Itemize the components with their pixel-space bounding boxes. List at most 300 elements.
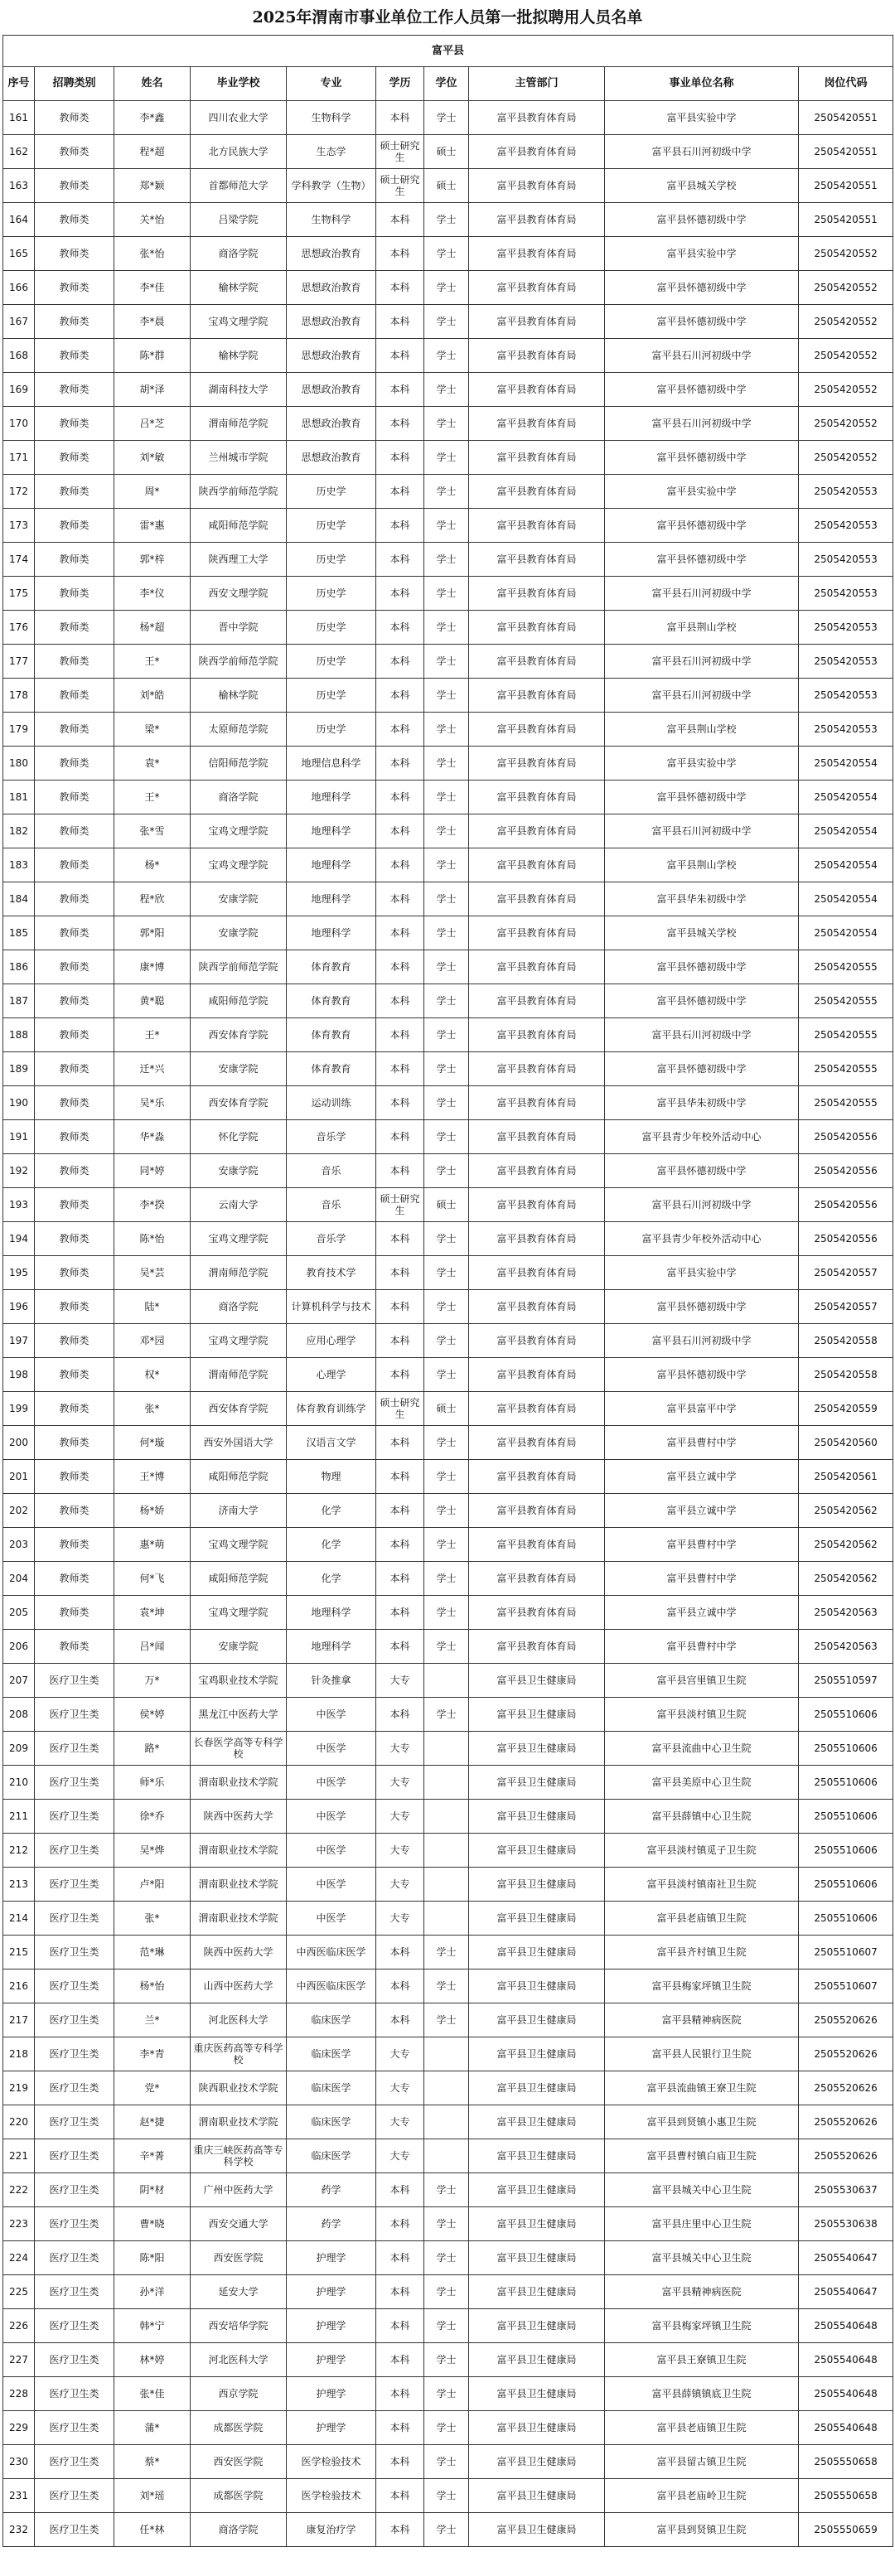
cell-department: 富平县教育体育局 [469,1528,605,1562]
cell-seq: 193 [3,1188,35,1222]
cell-seq: 214 [3,1902,35,1936]
cell-seq: 171 [3,441,35,475]
cell-education: 本科 [376,1358,424,1392]
cell-institution: 富平县曹村中学 [605,1528,799,1562]
cell-institution: 富平县实验中学 [605,1256,799,1290]
cell-position-code: 2505540647 [799,2275,893,2309]
table-row [3,679,893,713]
cell-education: 本科 [376,1630,424,1664]
table-row [3,984,893,1018]
cell-seq: 230 [3,2445,35,2479]
table-row [3,1324,893,1358]
cell-major: 地理科学 [287,848,376,882]
cell-institution: 富平县曹村中学 [605,1562,799,1596]
table-row [3,2275,893,2309]
cell-school: 云南大学 [191,1188,287,1222]
cell-school: 安康学院 [191,1154,287,1188]
cell-institution: 富平县流曲中心卫生院 [605,1732,799,1766]
cell-degree: 学士 [424,1528,469,1562]
cell-school: 陕西中医药大学 [191,1936,287,1969]
cell-name: 路* [114,1732,191,1766]
cell-education: 硕士研究生 [376,169,424,203]
cell-institution: 富平县华朱初级中学 [605,882,799,916]
cell-category: 医疗卫生类 [35,2037,114,2071]
cell-degree: 学士 [424,509,469,543]
cell-institution: 富平县怀德初级中学 [605,373,799,407]
cell-name: 师*乐 [114,1766,191,1800]
cell-name: 吕*闻 [114,1630,191,1664]
cell-name: 陈*怡 [114,1222,191,1256]
cell-education: 本科 [376,611,424,645]
cell-institution: 富平县淡村镇觅子卫生院 [605,1834,799,1868]
cell-name: 李*青 [114,2037,191,2071]
cell-name: 袁*坤 [114,1596,191,1630]
cell-department: 富平县教育体育局 [469,577,605,611]
cell-seq: 225 [3,2275,35,2309]
cell-category: 医疗卫生类 [35,1868,114,1902]
cell-major: 中医学 [287,1766,376,1800]
cell-major: 临床医学 [287,2003,376,2037]
cell-institution: 富平县荆山学校 [605,713,799,747]
table-row [3,1222,893,1256]
cell-education: 本科 [376,203,424,237]
cell-institution: 富平县怀德初级中学 [605,984,799,1018]
cell-major: 体育教育 [287,950,376,984]
cell-degree: 学士 [424,1698,469,1732]
cell-category: 教师类 [35,1392,114,1426]
county-header-row [3,36,893,67]
cell-school: 咸阳师范学院 [191,1460,287,1494]
cell-name: 关*怡 [114,203,191,237]
cell-institution: 富平县石川河初级中学 [605,679,799,713]
cell-education: 本科 [376,1596,424,1630]
cell-school: 宝鸡文理学院 [191,814,287,848]
cell-department: 富平县教育体育局 [469,1392,605,1426]
cell-education: 本科 [376,271,424,305]
cell-degree: 学士 [424,373,469,407]
cell-name: 任*林 [114,2513,191,2547]
cell-department: 富平县卫生健康局 [469,1936,605,1969]
cell-education: 大专 [376,1902,424,1936]
cell-degree: 学士 [424,848,469,882]
cell-school: 延安大学 [191,2275,287,2309]
cell-department: 富平县卫生健康局 [469,2241,605,2275]
cell-major: 历史学 [287,713,376,747]
table-row [3,882,893,916]
cell-school: 太原师范学院 [191,713,287,747]
table-row [3,2479,893,2513]
cell-school: 陕西职业技术学院 [191,2071,287,2105]
cell-education: 大专 [376,2071,424,2105]
cell-institution: 富平县到贤镇卫生院 [605,2513,799,2547]
cell-category: 教师类 [35,509,114,543]
cell-name: 赵*捷 [114,2105,191,2139]
cell-department: 富平县卫生健康局 [469,2343,605,2377]
cell-degree: 学士 [424,1969,469,2003]
cell-institution: 富平县怀德初级中学 [605,543,799,577]
cell-school: 西安体育学院 [191,1392,287,1426]
cell-education: 本科 [376,373,424,407]
cell-institution: 富平县石川河初级中学 [605,135,799,169]
cell-seq: 173 [3,509,35,543]
cell-category: 医疗卫生类 [35,2377,114,2411]
cell-education: 本科 [376,1562,424,1596]
cell-department: 富平县卫生健康局 [469,2309,605,2343]
cell-education: 大专 [376,1766,424,1800]
cell-institution: 富平县老庙镇卫生院 [605,1902,799,1936]
county-name: 富平县 [3,36,893,67]
cell-position-code: 2505550659 [799,2513,893,2547]
cell-department: 富平县教育体育局 [469,781,605,814]
cell-position-code: 2505420553 [799,713,893,747]
cell-seq: 206 [3,1630,35,1664]
cell-position-code: 2505420555 [799,1086,893,1120]
cell-position-code: 2505420551 [799,203,893,237]
column-header-row [3,67,893,101]
cell-seq: 232 [3,2513,35,2547]
cell-institution: 富平县曹村镇白庙卫生院 [605,2139,799,2173]
cell-category: 医疗卫生类 [35,2003,114,2037]
cell-school: 安康学院 [191,916,287,950]
cell-category: 教师类 [35,814,114,848]
cell-category: 教师类 [35,1528,114,1562]
cell-category: 教师类 [35,237,114,271]
cell-school: 商洛学院 [191,2513,287,2547]
table-row [3,305,893,339]
cell-education: 本科 [376,2377,424,2411]
cell-position-code: 2505420562 [799,1562,893,1596]
cell-degree: 学士 [424,1562,469,1596]
cell-department: 富平县教育体育局 [469,1120,605,1154]
cell-position-code: 2505420555 [799,1052,893,1086]
cell-degree: 学士 [424,679,469,713]
cell-school: 兰州城市学院 [191,441,287,475]
cell-institution: 富平县宫里镇卫生院 [605,1664,799,1698]
table-row [3,950,893,984]
cell-major: 音乐学 [287,1222,376,1256]
cell-education: 本科 [376,2207,424,2241]
cell-seq: 229 [3,2411,35,2445]
cell-major: 历史学 [287,543,376,577]
table-row [3,2445,893,2479]
cell-department: 富平县卫生健康局 [469,2139,605,2173]
cell-major: 应用心理学 [287,1324,376,1358]
cell-education: 本科 [376,339,424,373]
cell-institution: 富平县城关中心卫生院 [605,2173,799,2207]
cell-degree: 学士 [424,2479,469,2513]
cell-seq: 209 [3,1732,35,1766]
cell-school: 怀化学院 [191,1120,287,1154]
cell-education: 大专 [376,1732,424,1766]
cell-seq: 211 [3,1800,35,1834]
cell-institution: 富平县怀德初级中学 [605,271,799,305]
table-row [3,1732,893,1766]
table-row [3,1630,893,1664]
table-row [3,781,893,814]
table-row [3,848,893,882]
cell-position-code: 2505550658 [799,2479,893,2513]
cell-degree: 学士 [424,2003,469,2037]
cell-school: 成都医学院 [191,2479,287,2513]
cell-education: 本科 [376,1154,424,1188]
cell-category: 教师类 [35,1494,114,1528]
cell-education: 本科 [376,1290,424,1324]
cell-department: 富平县卫生健康局 [469,1902,605,1936]
cell-seq: 172 [3,475,35,509]
cell-seq: 212 [3,1834,35,1868]
cell-degree: 学士 [424,984,469,1018]
cell-position-code: 2505510606 [799,1800,893,1834]
cell-institution: 富平县淡村镇卫生院 [605,1698,799,1732]
table-row [3,1358,893,1392]
cell-category: 教师类 [35,781,114,814]
cell-school: 渭南师范学院 [191,1256,287,1290]
table-row [3,1460,893,1494]
cell-education: 本科 [376,781,424,814]
cell-major: 历史学 [287,645,376,679]
cell-category: 教师类 [35,984,114,1018]
cell-major: 运动训练 [287,1086,376,1120]
cell-major: 地理科学 [287,1630,376,1664]
table-row [3,1562,893,1596]
table-row [3,1936,893,1969]
cell-category: 医疗卫生类 [35,1732,114,1766]
cell-department: 富平县卫生健康局 [469,2445,605,2479]
header-name: 姓名 [114,67,191,101]
cell-degree: 学士 [424,1358,469,1392]
cell-education: 本科 [376,1120,424,1154]
cell-education: 硕士研究生 [376,135,424,169]
cell-name: 郭*梓 [114,543,191,577]
cell-name: 王*博 [114,1460,191,1494]
cell-degree: 学士 [424,950,469,984]
cell-position-code: 2505530637 [799,2173,893,2207]
cell-major: 针灸推拿 [287,1664,376,1698]
cell-name: 张* [114,1902,191,1936]
cell-department: 富平县教育体育局 [469,407,605,441]
cell-position-code: 2505550658 [799,2445,893,2479]
cell-seq: 197 [3,1324,35,1358]
cell-major: 中医学 [287,1698,376,1732]
table-row [3,2377,893,2411]
cell-category: 教师类 [35,950,114,984]
cell-degree: 学士 [424,237,469,271]
table-row [3,1664,893,1698]
cell-department: 富平县教育体育局 [469,237,605,271]
cell-category: 医疗卫生类 [35,1902,114,1936]
cell-major: 音乐 [287,1188,376,1222]
cell-category: 教师类 [35,543,114,577]
cell-degree: 学士 [424,713,469,747]
cell-degree: 学士 [424,2343,469,2377]
cell-institution: 富平县老庙镇卫生院 [605,2411,799,2445]
table-row [3,1596,893,1630]
cell-seq: 185 [3,916,35,950]
cell-name: 刘*瑶 [114,2479,191,2513]
cell-institution: 富平县青少年校外活动中心 [605,1120,799,1154]
cell-school: 西安培华学院 [191,2309,287,2343]
cell-category: 医疗卫生类 [35,2105,114,2139]
cell-name: 权* [114,1358,191,1392]
cell-education: 本科 [376,2309,424,2343]
cell-major: 思想政治教育 [287,407,376,441]
cell-seq: 168 [3,339,35,373]
cell-name: 何*飞 [114,1562,191,1596]
cell-degree: 学士 [424,101,469,135]
cell-department: 富平县卫生健康局 [469,1834,605,1868]
cell-department: 富平县教育体育局 [469,882,605,916]
cell-position-code: 2505420554 [799,848,893,882]
cell-education: 本科 [376,1324,424,1358]
table-row [3,2173,893,2207]
cell-category: 教师类 [35,1222,114,1256]
cell-degree: 学士 [424,1120,469,1154]
cell-position-code: 2505420552 [799,373,893,407]
cell-degree: 学士 [424,441,469,475]
cell-institution: 富平县城关学校 [605,916,799,950]
cell-school: 西安文理学院 [191,577,287,611]
cell-department: 富平县教育体育局 [469,441,605,475]
cell-major: 地理科学 [287,916,376,950]
cell-category: 医疗卫生类 [35,1834,114,1868]
cell-major: 思想政治教育 [287,305,376,339]
cell-education: 本科 [376,1052,424,1086]
table-row [3,101,893,135]
cell-institution: 富平县老庙岭卫生院 [605,2479,799,2513]
cell-category: 医疗卫生类 [35,2275,114,2309]
cell-school: 渭南职业技术学院 [191,1834,287,1868]
cell-department: 富平县卫生健康局 [469,2411,605,2445]
cell-education: 本科 [376,577,424,611]
cell-school: 北方民族大学 [191,135,287,169]
cell-department: 富平县教育体育局 [469,611,605,645]
cell-category: 教师类 [35,1596,114,1630]
cell-name: 万* [114,1664,191,1698]
cell-institution: 富平县王寮镇卫生院 [605,2343,799,2377]
cell-school: 重庆医药高等专科学校 [191,2037,287,2071]
cell-degree: 学士 [424,1460,469,1494]
cell-institution: 富平县齐村镇卫生院 [605,1936,799,1969]
cell-position-code: 2505420553 [799,543,893,577]
cell-seq: 228 [3,2377,35,2411]
cell-education: 本科 [376,882,424,916]
cell-category: 教师类 [35,203,114,237]
cell-name: 曹*晓 [114,2207,191,2241]
cell-education: 硕士研究生 [376,1188,424,1222]
cell-position-code: 2505420555 [799,950,893,984]
table-row [3,373,893,407]
cell-name: 吕*芝 [114,407,191,441]
cell-education: 本科 [376,1969,424,2003]
cell-seq: 205 [3,1596,35,1630]
cell-major: 思想政治教育 [287,441,376,475]
cell-seq: 204 [3,1562,35,1596]
table-row [3,1969,893,2003]
cell-seq: 219 [3,2071,35,2105]
cell-department: 富平县卫生健康局 [469,1664,605,1698]
cell-education: 本科 [376,101,424,135]
cell-major: 音乐学 [287,1120,376,1154]
cell-position-code: 2505420556 [799,1188,893,1222]
cell-position-code: 2505420556 [799,1222,893,1256]
cell-department: 富平县教育体育局 [469,1188,605,1222]
cell-name: 张*佳 [114,2377,191,2411]
cell-position-code: 2505420553 [799,679,893,713]
cell-department: 富平县卫生健康局 [469,2377,605,2411]
cell-degree: 硕士 [424,169,469,203]
cell-department: 富平县教育体育局 [469,1222,605,1256]
table-row [3,407,893,441]
cell-position-code: 2505420553 [799,611,893,645]
cell-institution: 富平县石川河初级中学 [605,1188,799,1222]
cell-position-code: 2505420552 [799,339,893,373]
cell-institution: 富平县石川河初级中学 [605,577,799,611]
cell-degree [424,1868,469,1902]
cell-category: 教师类 [35,1052,114,1086]
cell-school: 四川农业大学 [191,101,287,135]
cell-school: 西安交通大学 [191,2207,287,2241]
cell-education: 本科 [376,1018,424,1052]
cell-name: 杨* [114,848,191,882]
cell-seq: 165 [3,237,35,271]
cell-education: 本科 [376,1528,424,1562]
cell-department: 富平县教育体育局 [469,1324,605,1358]
cell-seq: 174 [3,543,35,577]
cell-position-code: 2505420557 [799,1256,893,1290]
cell-category: 医疗卫生类 [35,1800,114,1834]
cell-education: 大专 [376,1834,424,1868]
cell-school: 宝鸡文理学院 [191,1222,287,1256]
cell-education: 大专 [376,1664,424,1698]
cell-seq: 175 [3,577,35,611]
cell-seq: 192 [3,1154,35,1188]
cell-position-code: 2505510606 [799,1902,893,1936]
cell-major: 临床医学 [287,2037,376,2071]
cell-education: 本科 [376,1222,424,1256]
cell-department: 富平县卫生健康局 [469,2071,605,2105]
cell-education: 大专 [376,1868,424,1902]
cell-name: 林*婷 [114,2343,191,2377]
cell-name: 胡*泽 [114,373,191,407]
cell-category: 医疗卫生类 [35,2173,114,2207]
cell-education: 本科 [376,2445,424,2479]
cell-name: 韩*宁 [114,2309,191,2343]
cell-seq: 180 [3,747,35,781]
table-row [3,1766,893,1800]
cell-major: 临床医学 [287,2139,376,2173]
cell-major: 体育教育训练学 [287,1392,376,1426]
table-row [3,543,893,577]
cell-education: 本科 [376,1426,424,1460]
cell-school: 黑龙江中医药大学 [191,1698,287,1732]
cell-position-code: 2505420559 [799,1392,893,1426]
table-row [3,1902,893,1936]
table-row [3,1392,893,1426]
cell-position-code: 2505510597 [799,1664,893,1698]
cell-category: 教师类 [35,373,114,407]
cell-category: 教师类 [35,1120,114,1154]
cell-institution: 富平县留古镇卫生院 [605,2445,799,2479]
cell-category: 医疗卫生类 [35,2071,114,2105]
cell-major: 历史学 [287,509,376,543]
cell-position-code: 2505540647 [799,2241,893,2275]
cell-institution: 富平县怀德初级中学 [605,305,799,339]
cell-seq: 196 [3,1290,35,1324]
table-row [3,916,893,950]
cell-education: 本科 [376,1460,424,1494]
cell-major: 音乐 [287,1154,376,1188]
cell-position-code: 2505540648 [799,2377,893,2411]
